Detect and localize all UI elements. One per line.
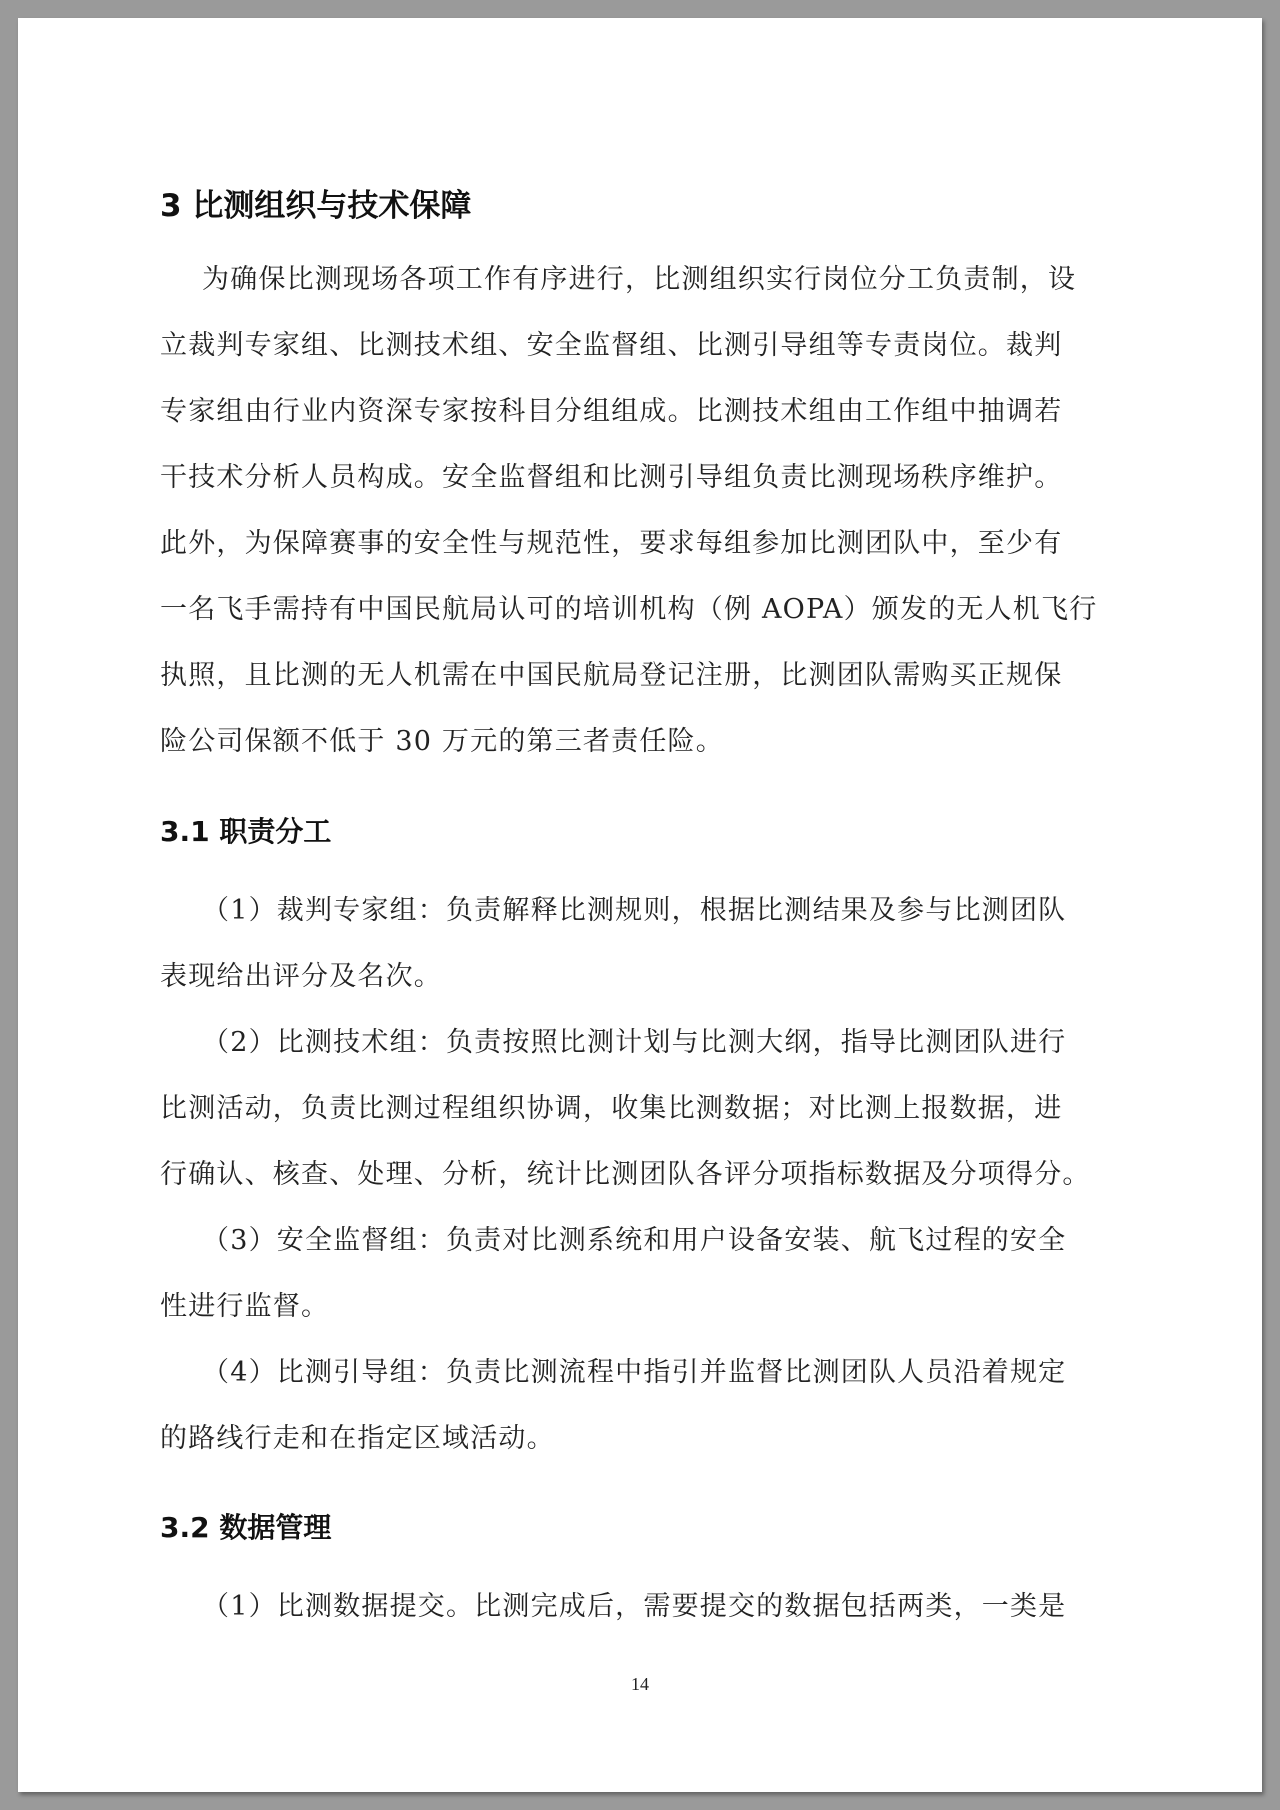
text-line: 专家组由行业内资深专家按科目分组组成。比测技术组由工作组中抽调若 xyxy=(160,396,1063,427)
text-line: （1）裁判专家组：负责解释比测规则，根据比测结果及参与比测团队 xyxy=(202,895,1067,926)
duty-paragraph-1 xyxy=(160,878,1148,1010)
section-heading-3-2: 3.2 数据管理 xyxy=(160,1511,332,1544)
data-management-paragraph xyxy=(160,1574,1148,1640)
text-line: （3）安全监督组：负责对比测系统和用户设备安装、航飞过程的安全 xyxy=(202,1225,1067,1256)
duty-paragraph-4 xyxy=(160,1340,1148,1472)
text-line: 比测活动，负责比测过程组织协调，收集比测数据；对比测上报数据，进 xyxy=(160,1093,1063,1124)
text-line: （4）比测引导组：负责比测流程中指引并监督比测团队人员沿着规定 xyxy=(202,1357,1067,1388)
text-line: 立裁判专家组、比测技术组、安全监督组、比测引导组等专责岗位。裁判 xyxy=(160,330,1063,361)
text-line: 一名飞手需持有中国民航局认可的培训机构（例 AOPA）颁发的无人机飞行 xyxy=(160,594,1098,625)
section-heading-3: 3 比测组织与技术保障 xyxy=(160,188,472,224)
text-line: （2）比测技术组：负责按照比测计划与比测大纲，指导比测团队进行 xyxy=(202,1027,1067,1058)
text-line: 的路线行走和在指定区域活动。 xyxy=(160,1423,555,1454)
text-line: 为确保比测现场各项工作有序进行，比测组织实行岗位分工负责制，设 xyxy=(202,264,1077,295)
text-line: 性进行监督。 xyxy=(160,1291,330,1322)
text-line: 此外，为保障赛事的安全性与规范性，要求每组参加比测团队中，至少有 xyxy=(160,528,1063,559)
duty-paragraph-2 xyxy=(160,1010,1148,1208)
text-line: 执照，且比测的无人机需在中国民航局登记注册，比测团队需购买正规保 xyxy=(160,660,1063,691)
section-heading-3-1: 3.1 职责分工 xyxy=(160,815,332,848)
duty-paragraph-3 xyxy=(160,1208,1148,1340)
intro-paragraph xyxy=(160,247,1148,775)
text-line: 险公司保额不低于 30 万元的第三者责任险。 xyxy=(160,726,724,757)
text-line: 干技术分析人员构成。安全监督组和比测引导组负责比测现场秩序维护。 xyxy=(160,462,1063,493)
text-line: 行确认、核查、处理、分析，统计比测团队各评分项指标数据及分项得分。 xyxy=(160,1159,1091,1190)
text-line: （1）比测数据提交。比测完成后，需要提交的数据包括两类，一类是 xyxy=(202,1591,1067,1622)
page-number: 14 xyxy=(631,1674,649,1694)
document-page xyxy=(18,18,1262,1792)
text-line: 表现给出评分及名次。 xyxy=(160,961,442,992)
